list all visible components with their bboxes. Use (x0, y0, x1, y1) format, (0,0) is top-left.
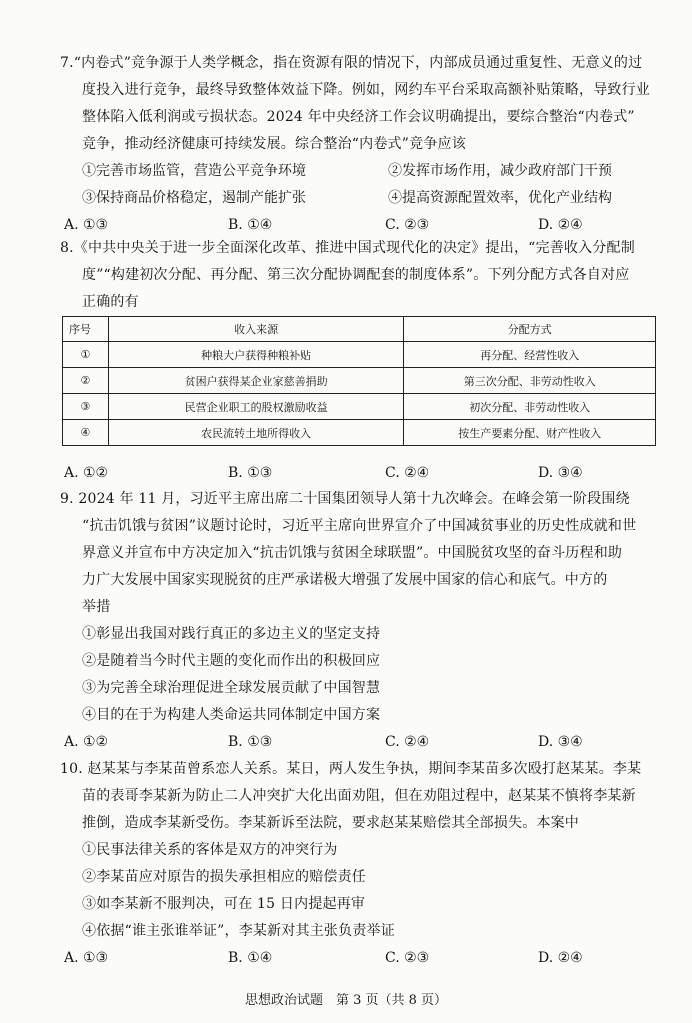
option-c[interactable]: C. ②③ (385, 217, 430, 233)
question-7-stem-line: 7.“内卷式”竞争源于人类学概念，指在资源有限的情况下，内部成员通过重复性、无意义的过 (60, 55, 643, 71)
distribution-table (62, 316, 656, 446)
question-8-options (60, 460, 660, 486)
statement-4: ④依据“谁主张谁举证”，李某新对其主张负责举证 (82, 923, 395, 939)
statement-3: ③如李某新不服判决，可在 15 日内提起再审 (82, 896, 366, 912)
table-row (63, 368, 656, 394)
header-number: 序号 (63, 317, 109, 342)
question-8-stem-line: 8.《中共中央关于进一步全面深化改革、推进中国式现代化的决定》提出，“完善收入分配制 (60, 240, 635, 256)
question-7-stem-line: 竞争，推动经济健康可持续发展。综合整治“内卷式”竞争应该 (82, 136, 466, 152)
option-b[interactable]: B. ①④ (228, 950, 273, 966)
option-d[interactable]: D. ③④ (538, 465, 583, 481)
question-8 (60, 235, 660, 316)
statement-4: ④目的在于为构建人类命运共同体制定中国方案 (82, 707, 381, 723)
table-row (63, 342, 656, 368)
option-c[interactable]: C. ②④ (385, 734, 430, 750)
question-7 (60, 50, 660, 238)
header-distribution-method: 分配方式 (404, 317, 656, 342)
question-9-stem-line: 9. 2024 年 11 月，习近平主席出席二十国集团领导人第十九次峰会。在峰会第一阶段围绕 (60, 491, 630, 507)
option-a[interactable]: A. ①② (64, 465, 109, 481)
question-10-stem-line: 10. 赵某某与李某苗曾系恋人关系。某日，两人发生争执，期间李某苗多次殴打赵某某。李某 (60, 761, 642, 777)
option-b[interactable]: B. ①④ (228, 217, 273, 233)
row-income-source: 种粮大户获得种粮补贴 (108, 342, 403, 368)
question-9-options (60, 729, 660, 755)
option-d[interactable]: D. ③④ (538, 734, 583, 750)
table-header-row (63, 317, 656, 342)
table-row (63, 394, 656, 420)
page-footer: 思想政治试题 第 3 页（共 8 页） (244, 993, 448, 1008)
option-c[interactable]: C. ②④ (385, 465, 430, 481)
statement-2: ②是随着当今时代主题的变化而作出的积极回应 (82, 653, 381, 669)
statement-2: ②发挥市场作用，减少政府部门干预 (388, 163, 612, 179)
question-7-stem-line: 度投入进行竞争，最终导致整体效益下降。例如，网约车平台采取高额补贴策略，导致行业 (82, 82, 650, 98)
option-a[interactable]: A. ①③ (64, 217, 109, 233)
table-row (63, 420, 656, 446)
option-b[interactable]: B. ①③ (228, 465, 273, 481)
question-7-statements-row (60, 185, 660, 212)
question-8-stem-line: 度”“构建初次分配、再分配、第三次分配协调配套的制度体系”。下列分配方式各自对应 (82, 267, 630, 283)
row-distribution-method: 按生产要素分配、财产性收入 (404, 420, 656, 446)
question-10-stem-line: 苗的表哥李某新为防止二人冲突扩大化出面劝阻，但在劝阻过程中，赵某某不慎将李某新 (82, 788, 636, 804)
question-7-statements-row (60, 158, 660, 185)
statement-3: ③保持商品价格稳定，遏制产能扩张 (82, 190, 306, 206)
header-income-source: 收入来源 (108, 317, 403, 342)
row-income-source: 民营企业职工的股权激励收益 (108, 394, 403, 420)
statement-1: ①民事法律关系的客体是双方的冲突行为 (82, 842, 338, 858)
option-d[interactable]: D. ②④ (538, 217, 583, 233)
option-b[interactable]: B. ①③ (228, 734, 273, 750)
row-number: ④ (63, 420, 109, 446)
question-9-stem-line: 举措 (82, 599, 111, 615)
option-c[interactable]: C. ②③ (385, 950, 430, 966)
row-number: ③ (63, 394, 109, 420)
statement-4: ④提高资源配置效率，优化产业结构 (388, 190, 612, 206)
row-number: ① (63, 342, 109, 368)
option-a[interactable]: A. ①② (64, 734, 109, 750)
question-10 (60, 756, 660, 971)
row-income-source: 农民流转土地所得收入 (108, 420, 403, 446)
option-d[interactable]: D. ②④ (538, 950, 583, 966)
statement-3: ③为完善全球治理促进全球发展贡献了中国智慧 (82, 680, 381, 696)
question-10-stem-line: 推倒，造成李某新受伤。李某新诉至法院，要求赵某某赔偿其全部损失。本案中 (82, 815, 579, 831)
row-distribution-method: 第三次分配、非劳动性收入 (404, 368, 656, 394)
question-7-stem-line: 整体陷入低利润或亏损状态。2024 年中央经济工作会议明确提出，要综合整治“内卷式” (82, 109, 635, 125)
question-8-options-block (60, 460, 660, 486)
row-income-source: 贫困户获得某企业家慈善捐助 (108, 368, 403, 394)
statement-1: ①彰显出我国对践行真正的多边主义的坚定支持 (82, 626, 381, 642)
statement-2: ②李某苗应对原告的损失承担相应的赔偿责任 (82, 869, 366, 885)
question-9 (60, 486, 660, 755)
option-a[interactable]: A. ①③ (64, 950, 109, 966)
question-9-stem-line: “抗击饥饿与贫困”议题讨论时，习近平主席向世界宣介了中国减贫事业的历史性成就和世 (82, 518, 637, 534)
statement-1: ①完善市场监管，营造公平竞争环境 (82, 163, 306, 179)
row-distribution-method: 再分配、经营性收入 (404, 342, 656, 368)
question-9-stem-line: 力广大发展中国家实现脱贫的庄严承诺极大增强了发展中国家的信心和底气。中方的 (82, 572, 608, 588)
row-distribution-method: 初次分配、非劳动性收入 (404, 394, 656, 420)
question-10-options (60, 945, 660, 971)
row-number: ② (63, 368, 109, 394)
question-8-stem-line: 正确的有 (82, 294, 139, 310)
question-9-stem-line: 界意义并宣布中方决定加入“抗击饥饿与贫困全球联盟”。中国脱贫攻坚的奋斗历程和助 (82, 545, 623, 561)
